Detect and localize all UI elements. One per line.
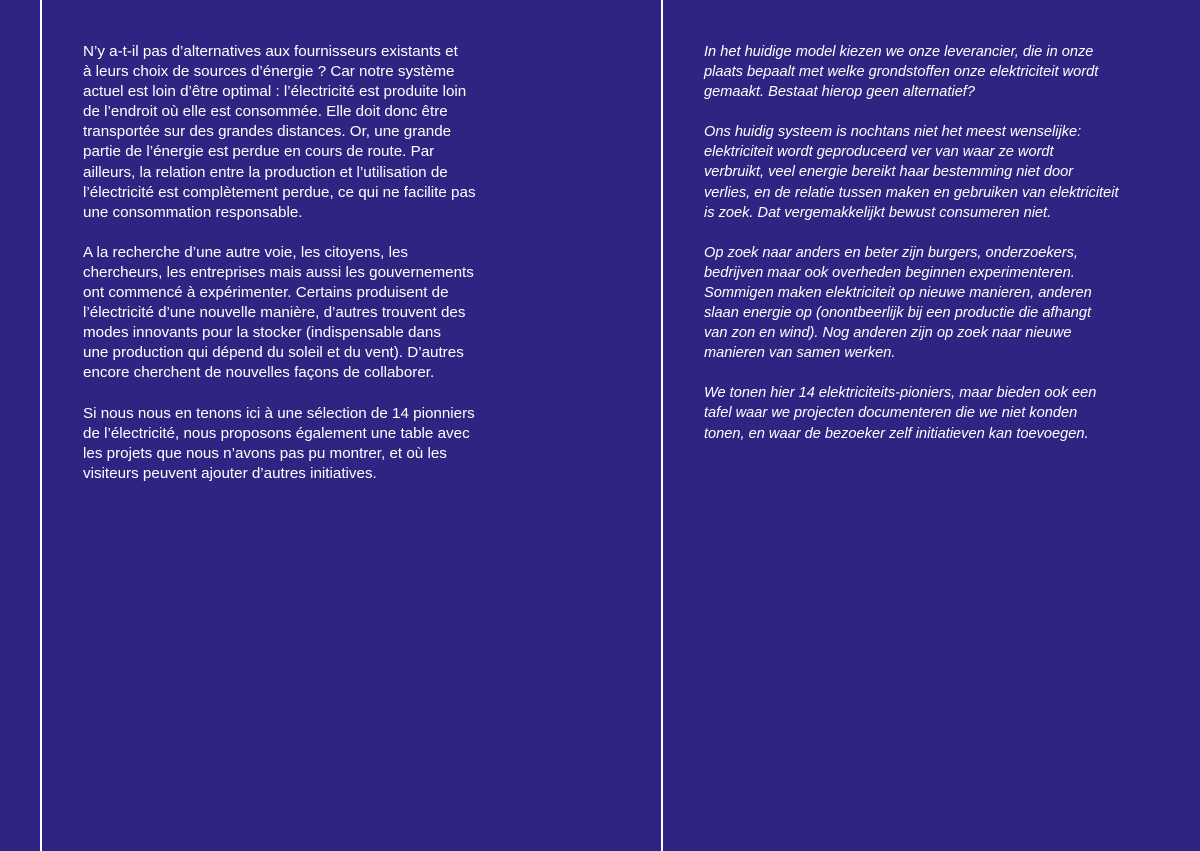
dutch-text-column <box>704 42 1174 464</box>
left-margin-rule <box>40 0 42 851</box>
french-paragraph-2: A la recherche d’une autre voie, les citoyens, les chercheurs, les entreprises mais aussi les gouvernements ont commencé à expérimenter. Certains produisent de l’électricité d’une nouvelle manière, d’autres trouvent des modes innovants pour la stocker (indispensable dans une production qui dépend du soleil et du vent). D’autres encore cherchent de nouvelles façons de collaborer. <box>83 243 474 382</box>
dutch-paragraph-1: In het huidige model kiezen we onze leverancier, die in onze plaats bepaalt met welke grondstoffen onze elektriciteit wordt gemaakt. Bestaat hierop geen alternatief? <box>704 44 1099 101</box>
center-fold-rule <box>661 0 663 851</box>
french-text-column <box>83 42 553 504</box>
dutch-paragraph-3: Op zoek naar anders en beter zijn burgers, onderzoekers, bedrijven maar ook overheden beginnen experimenteren. Sommigen maken elektriciteit op nieuwe manieren, anderen slaan energie op (onontbeerlijk bij een productie die afhangt van zon en wind). Nog anderen zijn op zoek naar nieuwe manieren van samen werken. <box>704 244 1092 362</box>
dutch-paragraph-2: Ons huidig systeem is nochtans niet het meest wenselijke: elektriciteit wordt geproduceerd ver van waar ze wordt verbruikt, veel energie bereikt haar bestemming niet door verlies, en de relatie tussen maken en gebruiken van elektriciteit is zoek. Dat vergemakkelijkt bewust consumeren niet. <box>704 124 1119 221</box>
dutch-paragraph-4: We tonen hier 14 elektriciteits-pioniers, maar bieden ook een tafel waar we projecten documenteren die we niet konden tonen, en waar de bezoeker zelf initiatieven kan toevoegen. <box>704 385 1097 442</box>
french-paragraph-1: N’y a-t-il pas d’alternatives aux fournisseurs existants et à leurs choix de sources d’énergie ? Car notre système actuel est loin d’être optimal : l’électricité est produite loin de l’endroit où elle est consommée. Elle doit donc être transportée sur des grandes distances. Or, une grande partie de l’énergie est perdue en cours de route. Par ailleurs, la relation entre la production et l’utilisation de l’électricité est complètement perdue, ce qui ne facilite pas une consommation responsable. <box>83 43 476 221</box>
french-paragraph-3: Si nous nous en tenons ici à une sélection de 14 pionniers de l’électricité, nous proposons également une table avec les projets que nous n’avons pas pu montrer, et où les visiteurs peuvent ajouter d’autres initiatives. <box>83 404 475 482</box>
